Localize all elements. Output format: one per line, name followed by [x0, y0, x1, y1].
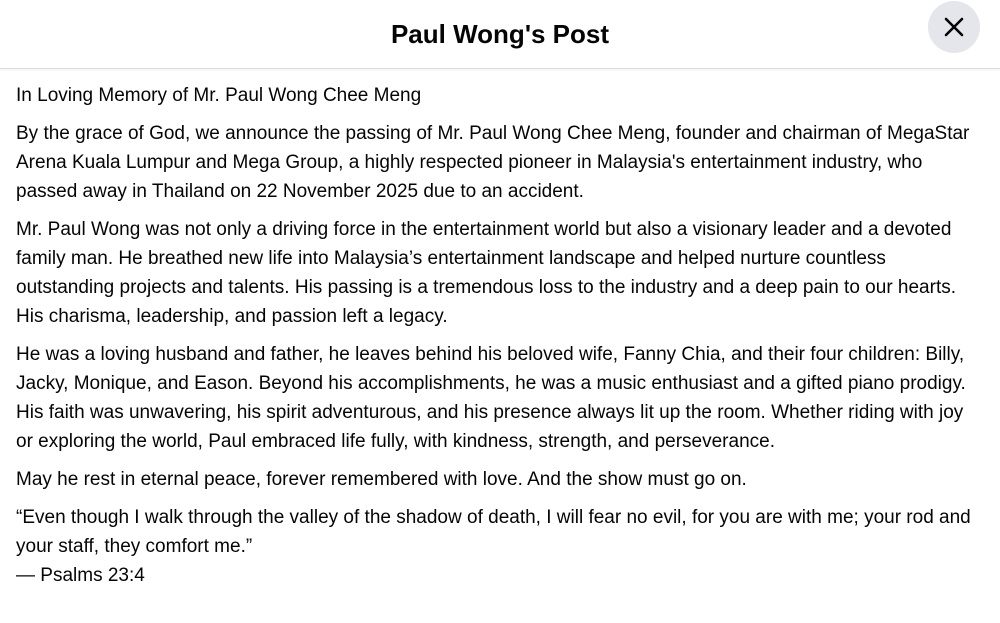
post-body — [0, 69, 1000, 590]
post-paragraph: By the grace of God, we announce the passing of Mr. Paul Wong Chee Meng, founder and chairman of MegaStar Arena Kuala Lumpur and Mega Group, a highly respected pioneer in Malaysia's entertainment industry, who passed away in Thailand on 22 November 2025 due to an accident. — [16, 123, 970, 202]
post-paragraph: He was a loving husband and father, he leaves behind his beloved wife, Fanny Chia, and their four children: Billy, Jacky, Monique, and Eason. Beyond his accomplishments, he was a music enthusiast and a gifted piano prodigy. His faith was unwavering, his spirit adventurous, and his presence always lit up the room. Whether riding with joy or exploring the world, Paul embraced life fully, with kindness, strength, and perseverance. — [16, 344, 966, 452]
post-paragraph: May he rest in eternal peace, forever remembered with love. And the show must go on. — [16, 469, 747, 490]
post-heading: In Loving Memory of Mr. Paul Wong Chee Meng — [16, 85, 422, 106]
close-icon — [943, 16, 965, 38]
dialog-header — [0, 0, 1000, 69]
dialog-title: Paul Wong's Post — [390, 18, 610, 49]
quote-text: “Even though I walk through the valley of the shadow of death, I will fear no evil, for you are with me; your rod and your staff, they comfort me.” — [16, 507, 971, 557]
close-button[interactable] — [928, 1, 980, 53]
post-paragraph: Mr. Paul Wong was not only a driving force in the entertainment world but also a visionary leader and a devoted family man. He breathed new life into Malaysia’s entertainment landscape and helped nurture countless outstanding projects and talents. His passing is a tremendous loss to the industry and a deep pain to our hearts. His charisma, leadership, and passion left a legacy. — [16, 219, 957, 327]
post-quote — [16, 503, 984, 590]
quote-source: — Psalms 23:4 — [16, 565, 145, 586]
